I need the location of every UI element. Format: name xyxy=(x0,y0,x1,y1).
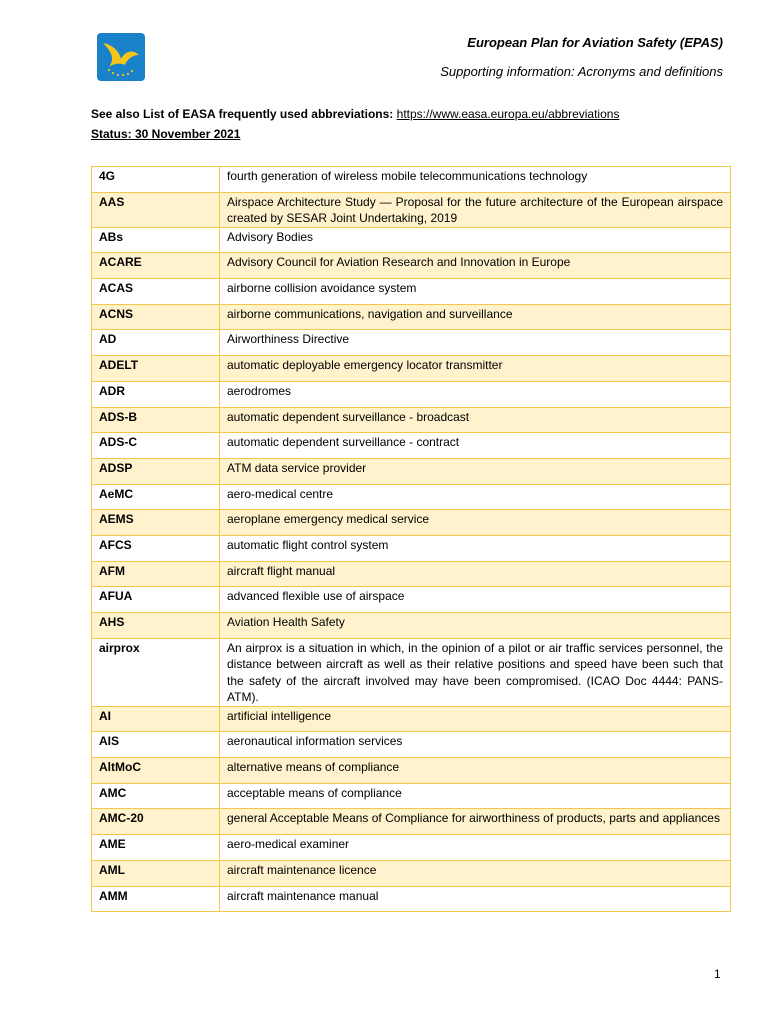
acronym-cell: AD xyxy=(92,330,220,356)
acronym-cell: AMC xyxy=(92,783,220,809)
table-row xyxy=(92,253,731,279)
acronym-cell: AMM xyxy=(92,886,220,912)
definition-cell: airborne collision avoidance system xyxy=(220,279,731,305)
definition-cell: Aviation Health Safety xyxy=(220,613,731,639)
definition-cell: automatic dependent surveillance - broadcast xyxy=(220,407,731,433)
table-row xyxy=(92,809,731,835)
acronym-cell: AHS xyxy=(92,613,220,639)
acronym-cell: ADS-B xyxy=(92,407,220,433)
table-row xyxy=(92,706,731,732)
definition-cell: aeronautical information services xyxy=(220,732,731,758)
acronym-cell: AI xyxy=(92,706,220,732)
table-row xyxy=(92,587,731,613)
acronym-cell: AME xyxy=(92,835,220,861)
see-also-line xyxy=(91,107,619,121)
definition-cell: acceptable means of compliance xyxy=(220,783,731,809)
definition-cell: automatic flight control system xyxy=(220,535,731,561)
table-row xyxy=(92,356,731,382)
definition-cell: general Acceptable Means of Compliance for airworthiness of products, parts and appliances xyxy=(220,809,731,835)
acronym-cell: ACNS xyxy=(92,304,220,330)
abbreviations-link[interactable]: https://www.easa.europa.eu/abbreviations xyxy=(396,107,620,121)
acronym-cell: AAS xyxy=(92,192,220,227)
definition-cell: aeroplane emergency medical service xyxy=(220,510,731,536)
table-row xyxy=(92,886,731,912)
definition-cell: automatic dependent surveillance - contract xyxy=(220,433,731,459)
document-title: European Plan for Aviation Safety (EPAS) xyxy=(467,35,723,50)
table-row xyxy=(92,783,731,809)
definition-cell: advanced flexible use of airspace xyxy=(220,587,731,613)
page-number: 1 xyxy=(714,967,721,981)
definition-cell: aircraft flight manual xyxy=(220,561,731,587)
table-row xyxy=(92,227,731,253)
table-row xyxy=(92,433,731,459)
table-row xyxy=(92,407,731,433)
easa-bird-logo-icon xyxy=(97,33,145,81)
acronym-cell: AFM xyxy=(92,561,220,587)
acronyms-table xyxy=(91,166,731,912)
acronym-cell: AMC-20 xyxy=(92,809,220,835)
definition-cell: fourth generation of wireless mobile telecommunications technology xyxy=(220,167,731,193)
status-date: Status: 30 November 2021 xyxy=(91,127,241,141)
table-row xyxy=(92,535,731,561)
acronym-cell: ACARE xyxy=(92,253,220,279)
easa-logo xyxy=(97,33,145,81)
see-also-label: See also List of EASA frequently used abbreviations: xyxy=(91,107,394,121)
table-row xyxy=(92,381,731,407)
definition-cell: Airworthiness Directive xyxy=(220,330,731,356)
definition-cell: Airspace Architecture Study — Proposal for the future architecture of the European airspace created by SESAR Joint Undertaking, 2019 xyxy=(220,192,731,227)
definition-cell: artificial intelligence xyxy=(220,706,731,732)
table-row xyxy=(92,484,731,510)
acronym-cell: AIS xyxy=(92,732,220,758)
table-row xyxy=(92,304,731,330)
definition-cell: Advisory Bodies xyxy=(220,227,731,253)
definition-cell: aerodromes xyxy=(220,381,731,407)
definition-cell: aircraft maintenance licence xyxy=(220,860,731,886)
acronym-cell: airprox xyxy=(92,638,220,706)
definition-cell: An airprox is a situation in which, in the opinion of a pilot or air traffic services personnel, the distance between aircraft as well as their relative positions and speed have been such that the safety of the aircraft involved may have been compromised. (ICAO Doc 4444: PANS-ATM). xyxy=(220,638,731,706)
definition-cell: aircraft maintenance manual xyxy=(220,886,731,912)
definition-cell: ATM data service provider xyxy=(220,458,731,484)
acronym-cell: AFUA xyxy=(92,587,220,613)
acronym-cell: ADELT xyxy=(92,356,220,382)
table-row xyxy=(92,510,731,536)
table-row xyxy=(92,758,731,784)
table-row xyxy=(92,613,731,639)
acronym-cell: ADS-C xyxy=(92,433,220,459)
table-row xyxy=(92,167,731,193)
definition-cell: alternative means of compliance xyxy=(220,758,731,784)
table-row xyxy=(92,192,731,227)
table-row xyxy=(92,330,731,356)
acronym-cell: AML xyxy=(92,860,220,886)
acronym-cell: ACAS xyxy=(92,279,220,305)
table-row xyxy=(92,835,731,861)
acronym-cell: ADR xyxy=(92,381,220,407)
definition-cell: aero-medical centre xyxy=(220,484,731,510)
definition-cell: aero-medical examiner xyxy=(220,835,731,861)
acronym-cell: ADSP xyxy=(92,458,220,484)
acronym-cell: 4G xyxy=(92,167,220,193)
acronym-cell: AeMC xyxy=(92,484,220,510)
table-row xyxy=(92,732,731,758)
document-subtitle: Supporting information: Acronyms and definitions xyxy=(440,64,723,79)
acronym-cell: AFCS xyxy=(92,535,220,561)
definition-cell: airborne communications, navigation and surveillance xyxy=(220,304,731,330)
table-row xyxy=(92,561,731,587)
definition-cell: Advisory Council for Aviation Research and Innovation in Europe xyxy=(220,253,731,279)
table-row xyxy=(92,458,731,484)
acronym-cell: AEMS xyxy=(92,510,220,536)
definition-cell: automatic deployable emergency locator transmitter xyxy=(220,356,731,382)
table-row xyxy=(92,279,731,305)
acronym-cell: ABs xyxy=(92,227,220,253)
table-row xyxy=(92,860,731,886)
acronym-cell: AltMoC xyxy=(92,758,220,784)
table-row xyxy=(92,638,731,706)
